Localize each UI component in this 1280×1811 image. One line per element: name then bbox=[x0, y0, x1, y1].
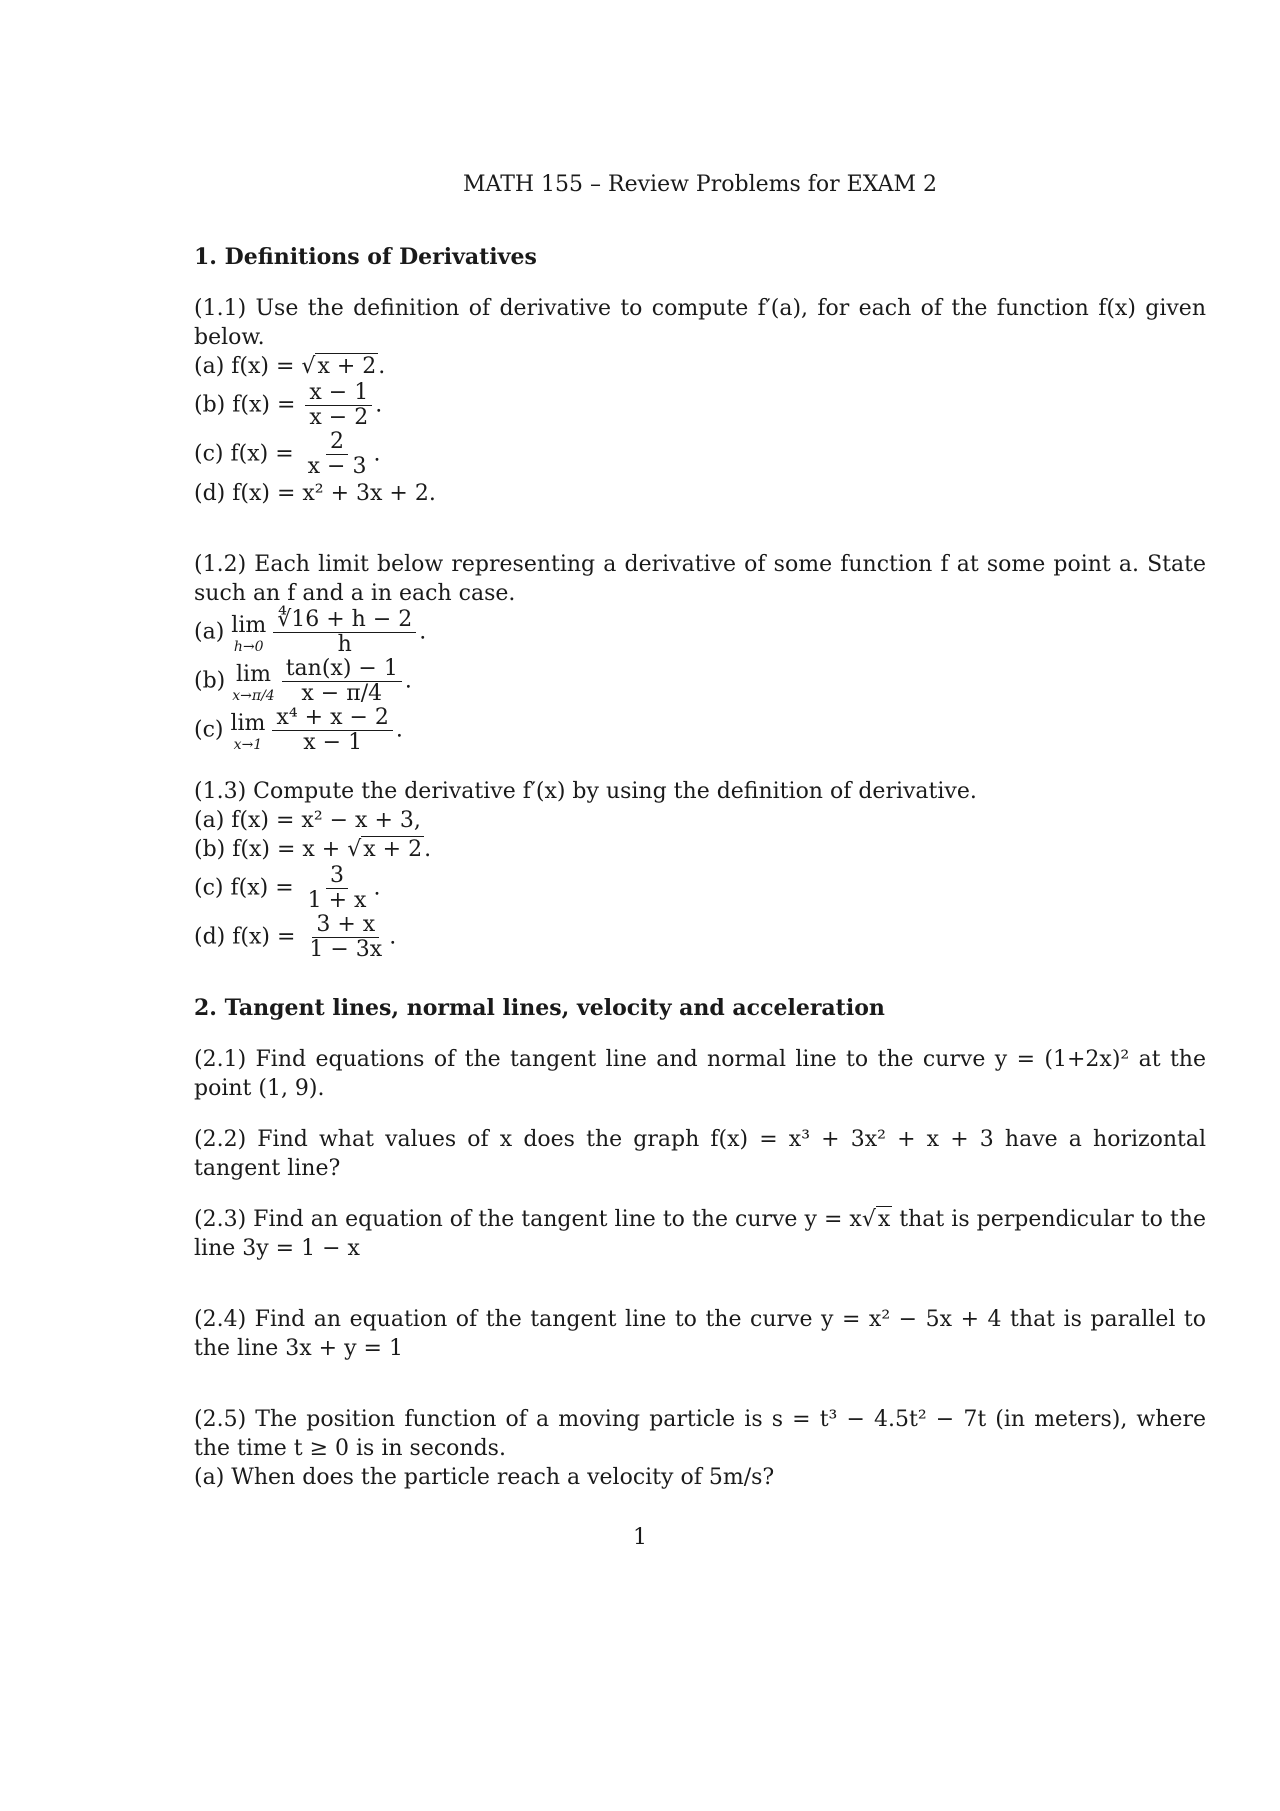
limit: lim h→0 bbox=[231, 613, 267, 655]
problem-1-2 bbox=[194, 550, 1206, 755]
problem-1-3 bbox=[194, 777, 1206, 962]
sqrt-symbol: √ bbox=[347, 837, 362, 862]
limit: lim x→1 bbox=[230, 711, 266, 753]
problem-2-1: (2.1) Find equations of the tangent line and normal line to the curve y = (1+2x)² at the point (1, 9). bbox=[194, 1047, 1206, 1101]
problem-1-3-c: (c) f(x) = $\frac{3}{1 + x}$ . bbox=[194, 863, 381, 913]
limit: lim x→π/4 bbox=[232, 662, 275, 704]
fraction: $\frac{3}{1 + x}$ bbox=[307, 863, 367, 913]
document-title: MATH 155 – Review Problems for EXAM 2 bbox=[462, 172, 938, 197]
problem-1-1-stem: (1.1) Use the definition of derivative to compute f′(a), for each of the function f(x) given below. bbox=[194, 296, 1206, 350]
sqrt-symbol: √ bbox=[861, 1207, 876, 1232]
problem-1-1 bbox=[194, 294, 1206, 508]
problem-1-3-stem: (1.3) Compute the derivative f′(x) by using the definition of derivative. bbox=[194, 779, 977, 804]
problem-2-3: (2.3) Find an equation of the tangent line to the curve y = x√x that is perpendicular to the line 3y = 1 − x bbox=[194, 1207, 1206, 1261]
page-number: 1 bbox=[633, 1525, 647, 1550]
section-heading-2: 2. Tangent lines, normal lines, velocity and acceleration bbox=[194, 995, 885, 1021]
problem-1-1-c: (c) f(x) = $\frac{2}{x - 3}$ . bbox=[194, 429, 381, 479]
problem-1-3-a: (a) f(x) = x² − x + 3, bbox=[194, 808, 421, 833]
problem-1-1-b: (b) f(x) = $\frac{x - 1}{x - 2}$ . bbox=[194, 380, 383, 430]
sqrt-symbol: √ bbox=[301, 354, 316, 379]
problem-1-1-a: (a) f(x) = √x + 2. bbox=[194, 354, 386, 379]
section-heading-1: 1. Definitions of Derivatives bbox=[194, 244, 537, 270]
fraction: $\frac{∜16 + h - 2}{h}$ bbox=[273, 608, 416, 657]
problem-1-3-b: (b) f(x) = x + √x + 2. bbox=[194, 837, 432, 862]
problem-1-1-d: (d) f(x) = x² + 3x + 2. bbox=[194, 481, 436, 506]
problem-1-2-stem: (1.2) Each limit below representing a derivative of some function f at some point a. State such an f and a in each case. bbox=[194, 552, 1206, 606]
problem-2-5-a: (a) When does the particle reach a velocity of 5m/s? bbox=[194, 1465, 775, 1490]
page-content bbox=[194, 170, 1206, 1492]
fraction: $\frac{\tan(x) - 1}{x - \pi/4}$ bbox=[282, 657, 402, 706]
problem-1-2-a: (a) lim h→0 $\frac{∜16 + h - 2}{h}$ . bbox=[194, 607, 427, 657]
problem-2-2: (2.2) Find what values of x does the graph f(x) = x³ + 3x² + x + 3 have a horizontal tangent line? bbox=[194, 1127, 1206, 1181]
problem-1-2-c: (c) lim x→1 $\frac{\text{x⁴ + x − 2}}{x - 1}$ . bbox=[194, 705, 403, 755]
problem-1-3-d: (d) f(x) = $\frac{3 + x}{1 - 3x}$ . bbox=[194, 912, 397, 962]
fraction: $\frac{2}{x - 3}$ bbox=[307, 429, 367, 479]
problem-1-2-b: (b) lim x→π/4 $\frac{\tan(x) - 1}{x - \pi/4}$ . bbox=[194, 656, 412, 706]
fraction: $\frac{3 + x}{1 - 3x}$ bbox=[309, 912, 383, 962]
problem-2-4: (2.4) Find an equation of the tangent line to the curve y = x² − 5x + 4 that is parallel to the line 3x + y = 1 bbox=[194, 1307, 1206, 1361]
problem-2-5-stem: (2.5) The position function of a moving particle is s = t³ − 4.5t² − 7t (in meters), where the time t ≥ 0 is in seconds. bbox=[194, 1407, 1206, 1461]
fraction: $\frac{x - 1}{x - 2}$ bbox=[305, 381, 372, 430]
fraction: $\frac{\text{x⁴ + x − 2}}{x - 1}$ bbox=[272, 706, 392, 755]
